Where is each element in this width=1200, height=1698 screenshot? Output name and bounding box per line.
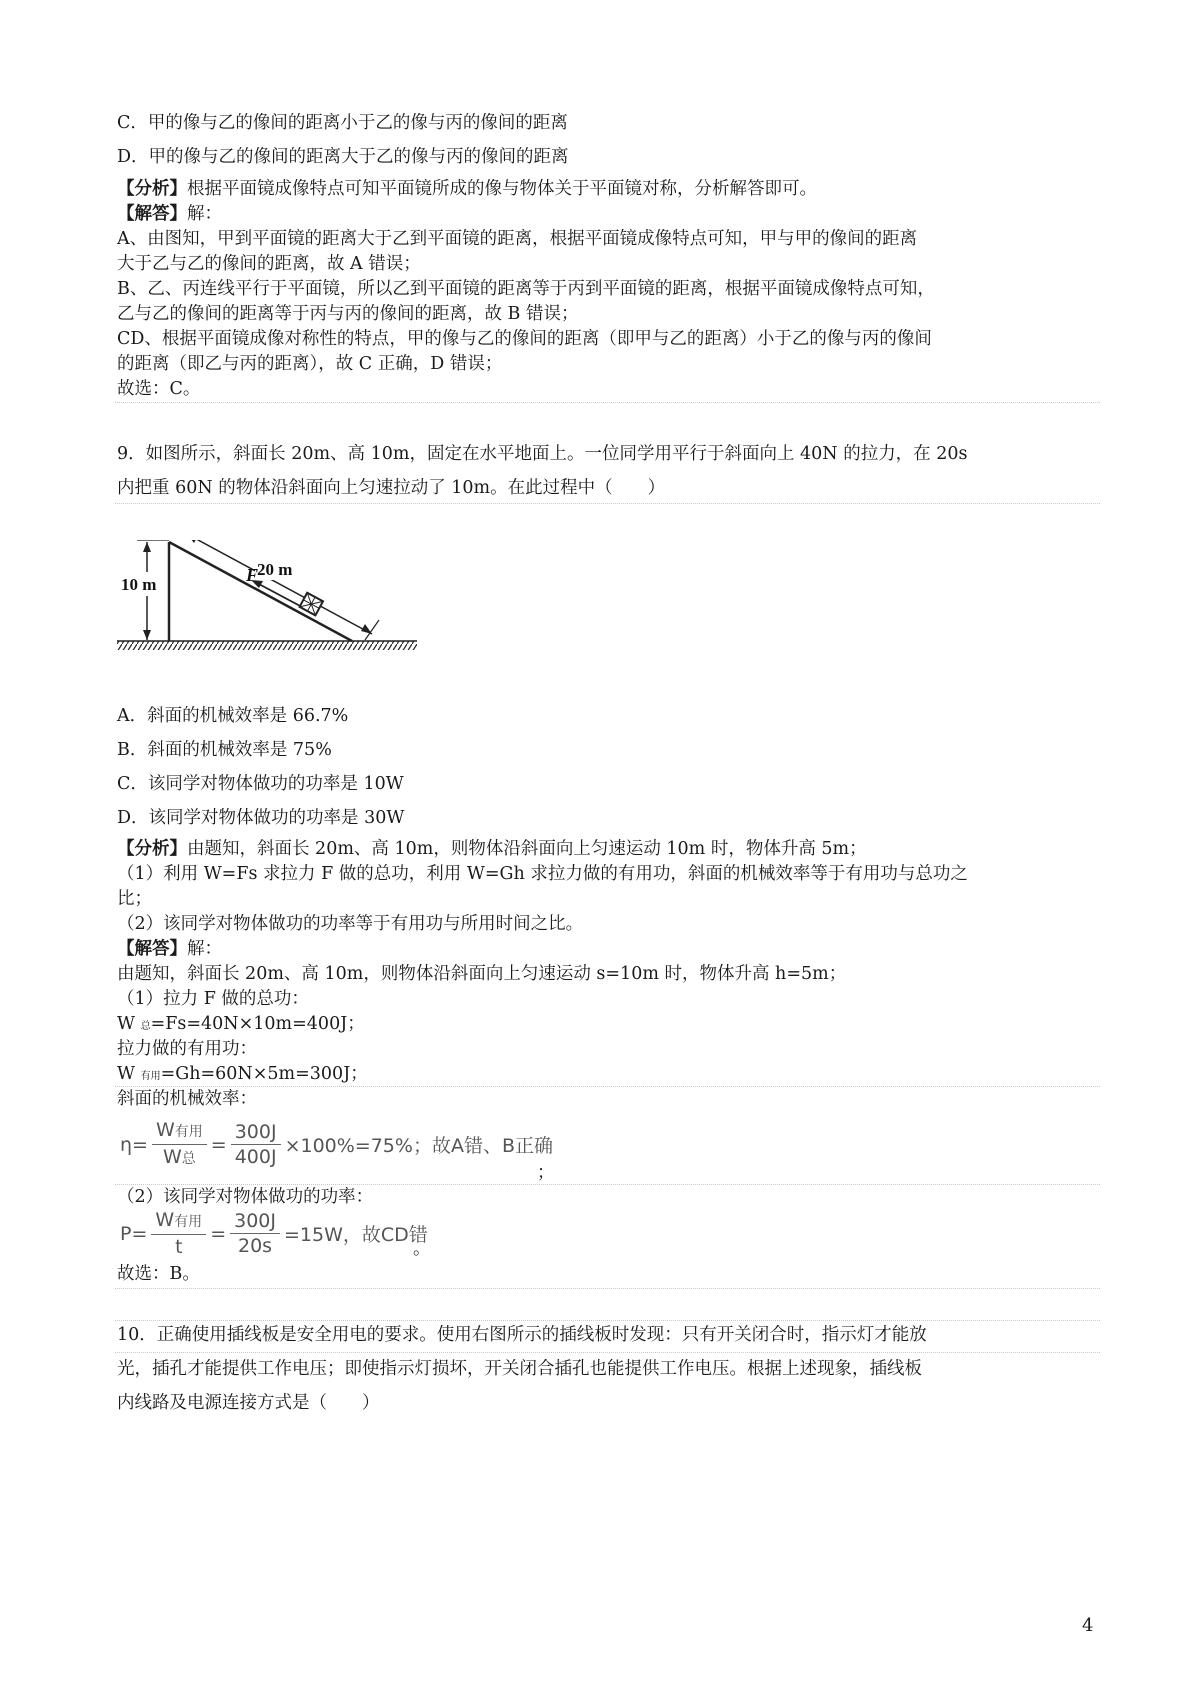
numerator: 300J <box>230 1209 280 1234</box>
analysis-text: 根据平面镜成像特点可知平面镜所成的像与物体关于平面镜对称，分析解答即可。 <box>187 179 817 199</box>
numerator <box>152 1118 207 1145</box>
q9-total-work <box>117 1013 1097 1038</box>
w-symbol: W <box>117 1014 135 1034</box>
formula-tail: 。 <box>413 1239 431 1259</box>
q8-b-line1: B、乙、丙连线平行于平面镜，所以乙到平面镜的距离等于丙到平面镜的距离，根据平面镜成像特点可知， <box>117 279 935 299</box>
q9-solution-line4: 拉力做的有用功： <box>117 1039 257 1059</box>
q9-option-a: A．斜面的机械效率是 66.7% <box>117 706 349 726</box>
eta-symbol: η= <box>120 1133 148 1156</box>
analysis-line1: 由题知，斜面长 20m、高 10m，则物体沿斜面向上匀速运动 10m 时，物体升高 5m； <box>187 839 867 859</box>
force-label: F <box>246 565 259 585</box>
divider <box>115 1288 1100 1289</box>
q9-solution-line1: 由题知，斜面长 20m、高 10m，则物体沿斜面向上匀速运动 s=10m 时，物体升高 h=5m； <box>117 964 847 984</box>
force-arrow-line <box>257 583 302 607</box>
equals-sign: = <box>210 1133 227 1156</box>
q9-option-d: D．该同学对物体做功的功率是 30W <box>117 808 405 828</box>
answer-text: 解： <box>187 204 222 224</box>
q9-solution-line2: （1）拉力 F 做的总功： <box>117 989 309 1009</box>
q9-analysis-line3: 比； <box>117 889 152 909</box>
q8-cd-line2: 的距离（即乙与丙的距离），故 C 正确，D 错误； <box>117 354 503 374</box>
w-subscript: 有用 <box>140 1071 161 1082</box>
w-symbol: W <box>117 1064 135 1084</box>
divider <box>115 402 1100 403</box>
q9-analysis-line4: （2）该同学对物体做功的功率等于有用功与所用时间之比。 <box>117 914 584 934</box>
q8-a-line1: A、由图知，甲到平面镜的距离大于乙到平面镜的距离，根据平面镜成像特点可知，甲与甲的像间的距离 <box>117 229 918 249</box>
denominator: t <box>175 1236 183 1258</box>
q9-option-b: B．斜面的机械效率是 75% <box>117 740 332 760</box>
divider <box>115 1320 1100 1321</box>
q9-stem-line2: 内把重 60N 的物体沿斜面向上匀速拉动了 10m。在此过程中（ ） <box>117 478 666 498</box>
fraction <box>152 1118 207 1171</box>
q8-choice: 故选：C。 <box>117 379 201 399</box>
length-dimension-line <box>187 540 372 634</box>
q8-option-c: C．甲的像与乙的像间的距离小于乙的像与丙的像间的距离 <box>117 113 568 133</box>
q10-stem-line1: 10．正确使用插线板是安全用电的要求。使用右图所示的插线板时发现：只有开关闭合时，指示灯才能放 <box>117 1325 927 1345</box>
height-arrow-bottom <box>143 630 151 640</box>
fraction <box>230 1209 280 1258</box>
numerator: 300J <box>231 1120 281 1145</box>
q8-option-d: D．甲的像与乙的像间的距离大于乙的像与丙的像间的距离 <box>117 147 569 167</box>
fraction <box>151 1208 206 1259</box>
analysis-label: 【分析】 <box>117 179 187 199</box>
formula-tail: ； <box>537 1163 555 1183</box>
divider <box>115 503 1100 504</box>
w-subscript: 总 <box>140 1021 151 1032</box>
q9-analysis <box>117 838 1097 860</box>
q9-stem-line1: 9．如图所示，斜面长 20m、高 10m，固定在水平地面上。一位同学用平行于斜面向上 40N 的拉力，在 20s <box>117 444 968 464</box>
w-subscript: 有用 <box>174 1124 203 1140</box>
power-formula <box>120 1208 428 1259</box>
q9-solution-line8: （2）该同学对物体做功的功率： <box>117 1187 374 1207</box>
divider <box>115 1352 1100 1353</box>
efficiency-result: ×100%=75%；故A错、B正确 <box>284 1135 553 1157</box>
q8-b-line2: 乙与乙的像间的距离等于丙与丙的像间的距离，故 B 错误； <box>117 304 579 324</box>
power-result: =15W，故CD错 <box>283 1224 428 1246</box>
w-total-expression: =Fs=40N×10m=400J； <box>150 1014 365 1034</box>
denominator: 400J <box>234 1146 277 1168</box>
divider <box>115 1086 1100 1087</box>
divider <box>115 1184 1100 1185</box>
q9-analysis-line2: （1）利用 W=Fs 求拉力 F 做的总功，利用 W=Gh 求拉力做的有用功，斜面的机械效率等于有用功与总功之 <box>117 864 968 884</box>
q8-a-line2: 大于乙与乙的像间的距离，故 A 错误； <box>117 254 421 274</box>
q9-solution-line6: 斜面的机械效率： <box>117 1089 257 1109</box>
ground-hatching <box>117 641 417 650</box>
answer-label: 【解答】 <box>117 204 187 224</box>
denominator <box>159 1145 200 1171</box>
denominator: 20s <box>238 1235 273 1257</box>
q8-analysis <box>117 178 1097 200</box>
length-arrow-bottom <box>361 624 372 634</box>
length-label: 20 m <box>257 560 293 579</box>
w-symbol: W <box>162 1146 182 1168</box>
length-arrow-top <box>187 540 198 543</box>
q8-answer-heading <box>117 203 1097 225</box>
q10-stem-line2: 光，插孔才能提供工作电压；即使指示灯损坏，开关闭合插孔也能提供工作电压。根据上述现象，插线板 <box>117 1359 922 1379</box>
w-useful-expression: =Gh=60N×5m=300J； <box>160 1064 368 1084</box>
numerator <box>151 1208 206 1235</box>
efficiency-formula <box>120 1118 553 1171</box>
q9-answer-heading <box>117 938 1097 960</box>
w-subscript: 总 <box>181 1151 196 1167</box>
w-symbol: W <box>155 1119 175 1141</box>
incline-figure <box>117 540 427 690</box>
q9-choice: 故选：B。 <box>117 1264 200 1284</box>
page-number: 4 <box>1082 1615 1094 1636</box>
q8-cd-line1: CD、根据平面镜成像对称性的特点，甲的像与乙的像间的距离（即甲与乙的距离）小于乙的像与丙的像间 <box>117 329 932 349</box>
equals-sign: = <box>210 1222 227 1245</box>
p-symbol: P= <box>120 1222 148 1245</box>
w-subscript: 有用 <box>174 1214 203 1230</box>
q9-option-c: C．该同学对物体做功的功率是 10W <box>117 774 404 794</box>
answer-text: 解： <box>187 939 222 959</box>
q9-useful-work <box>117 1063 1097 1088</box>
w-symbol: W <box>155 1209 175 1231</box>
fraction <box>231 1120 281 1169</box>
answer-label: 【解答】 <box>117 939 187 959</box>
height-label: 10 m <box>121 575 157 594</box>
q10-stem-line3: 内线路及电源连接方式是（ ） <box>117 1393 380 1413</box>
analysis-label: 【分析】 <box>117 839 187 859</box>
height-arrow-top <box>143 542 151 552</box>
